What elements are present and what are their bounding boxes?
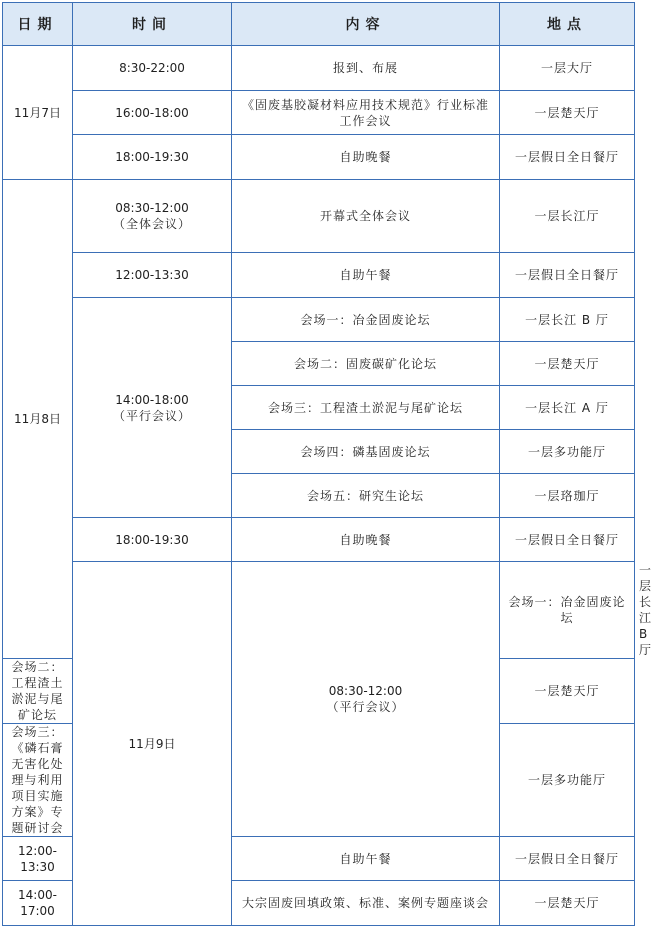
time-range: 16:00-18:00 bbox=[115, 105, 189, 120]
content-cell: 自助午餐 bbox=[232, 253, 500, 298]
header-time: 时间 bbox=[73, 3, 232, 46]
content-cell: 会场三：工程渣土淤泥与尾矿论坛 bbox=[232, 386, 500, 430]
venue-cell: 一层长江厅 bbox=[500, 180, 635, 253]
time-cell bbox=[73, 135, 232, 180]
table-row bbox=[3, 91, 635, 135]
time-cell bbox=[73, 180, 232, 253]
time-range: 8:30-22:00 bbox=[119, 61, 185, 75]
header-content: 内容 bbox=[232, 3, 500, 46]
content-cell: 会场四：磷基固废论坛 bbox=[232, 430, 500, 474]
venue-cell: 一层楚天厅 bbox=[500, 91, 635, 135]
venue-cell: 一层大厅 bbox=[500, 46, 635, 91]
content-cell: 会场二：工程渣土淤泥与尾矿论坛 bbox=[3, 659, 73, 724]
time-cell bbox=[3, 837, 73, 881]
venue-cell: 一层假日全日餐厅 bbox=[500, 135, 635, 180]
header-venue: 地点 bbox=[500, 3, 635, 46]
date-cell: 11月8日 bbox=[3, 180, 73, 659]
header-row bbox=[3, 3, 635, 46]
date-cell: 11月9日 bbox=[73, 562, 232, 926]
table-row bbox=[3, 46, 635, 91]
time-cell bbox=[73, 46, 232, 91]
date-cell: 11月7日 bbox=[3, 46, 73, 180]
table-row bbox=[3, 518, 635, 562]
content-cell: 会场五：研究生论坛 bbox=[232, 474, 500, 518]
venue-cell: 一层假日全日餐厅 bbox=[500, 518, 635, 562]
time-range: 12:00-13:30 bbox=[18, 843, 57, 874]
venue-cell: 一层多功能厅 bbox=[500, 724, 635, 837]
session-type: （全体会议） bbox=[112, 217, 191, 231]
table-row bbox=[3, 298, 635, 342]
time-range: 08:30-12:00 bbox=[115, 201, 189, 215]
time-cell bbox=[73, 518, 232, 562]
content-cell: 自助晚餐 bbox=[232, 135, 500, 180]
venue-cell: 一层假日全日餐厅 bbox=[500, 253, 635, 298]
venue-cell: 一层假日全日餐厅 bbox=[500, 837, 635, 881]
time-cell bbox=[73, 91, 232, 135]
content-cell: 《固废基胶凝材料应用技术规范》行业标准工作会议 bbox=[232, 91, 500, 135]
time-range: 08:30-12:00 bbox=[328, 684, 403, 698]
time-cell bbox=[232, 562, 500, 837]
time-range: 14:00-17:00 bbox=[18, 888, 57, 918]
venue-cell: 一层楚天厅 bbox=[500, 881, 635, 926]
table-row bbox=[3, 135, 635, 180]
table-row bbox=[3, 180, 635, 253]
content-cell: 自助晚餐 bbox=[232, 518, 500, 562]
session-type: （平行会议） bbox=[326, 700, 405, 714]
time-cell bbox=[73, 298, 232, 518]
content-cell: 会场二：固废碳矿化论坛 bbox=[232, 342, 500, 386]
table-row bbox=[3, 253, 635, 298]
venue-cell: 一层珞珈厅 bbox=[500, 474, 635, 518]
time-cell bbox=[73, 253, 232, 298]
session-type: （平行会议） bbox=[112, 408, 191, 423]
content-cell: 自助午餐 bbox=[232, 837, 500, 881]
time-range: 14:00-18:00 bbox=[115, 392, 189, 407]
content-cell: 开幕式全体会议 bbox=[232, 180, 500, 253]
time-range: 12:00-13:30 bbox=[115, 268, 189, 282]
content-cell: 大宗固废回填政策、标准、案例专题座谈会 bbox=[232, 881, 500, 926]
header-date: 日期 bbox=[3, 3, 73, 46]
time-range: 18:00-19:30 bbox=[115, 150, 189, 164]
venue-cell: 一层多功能厅 bbox=[500, 430, 635, 474]
venue-cell: 一层楚天厅 bbox=[500, 342, 635, 386]
content-cell: 会场三：《磷石膏无害化处理与利用项目实施方案》专题研讨会 bbox=[3, 724, 73, 837]
venue-cell: 一层长江 B 厅 bbox=[500, 298, 635, 342]
venue-cell: 一层长江 A 厅 bbox=[500, 386, 635, 430]
venue-cell: 一层楚天厅 bbox=[500, 659, 635, 724]
content-cell: 会场一：冶金固废论坛 bbox=[232, 298, 500, 342]
table-row: 11月9日 08:30-12:00 （平行会议） 会场一：冶金固废论坛 一层长江 B 厅 bbox=[3, 562, 635, 659]
schedule-table bbox=[2, 2, 652, 926]
content-cell: 报到、布展 bbox=[232, 46, 500, 91]
content-cell: 会场一：冶金固废论坛 bbox=[500, 562, 635, 659]
time-range: 18:00-19:30 bbox=[115, 532, 189, 547]
time-cell bbox=[3, 881, 73, 926]
